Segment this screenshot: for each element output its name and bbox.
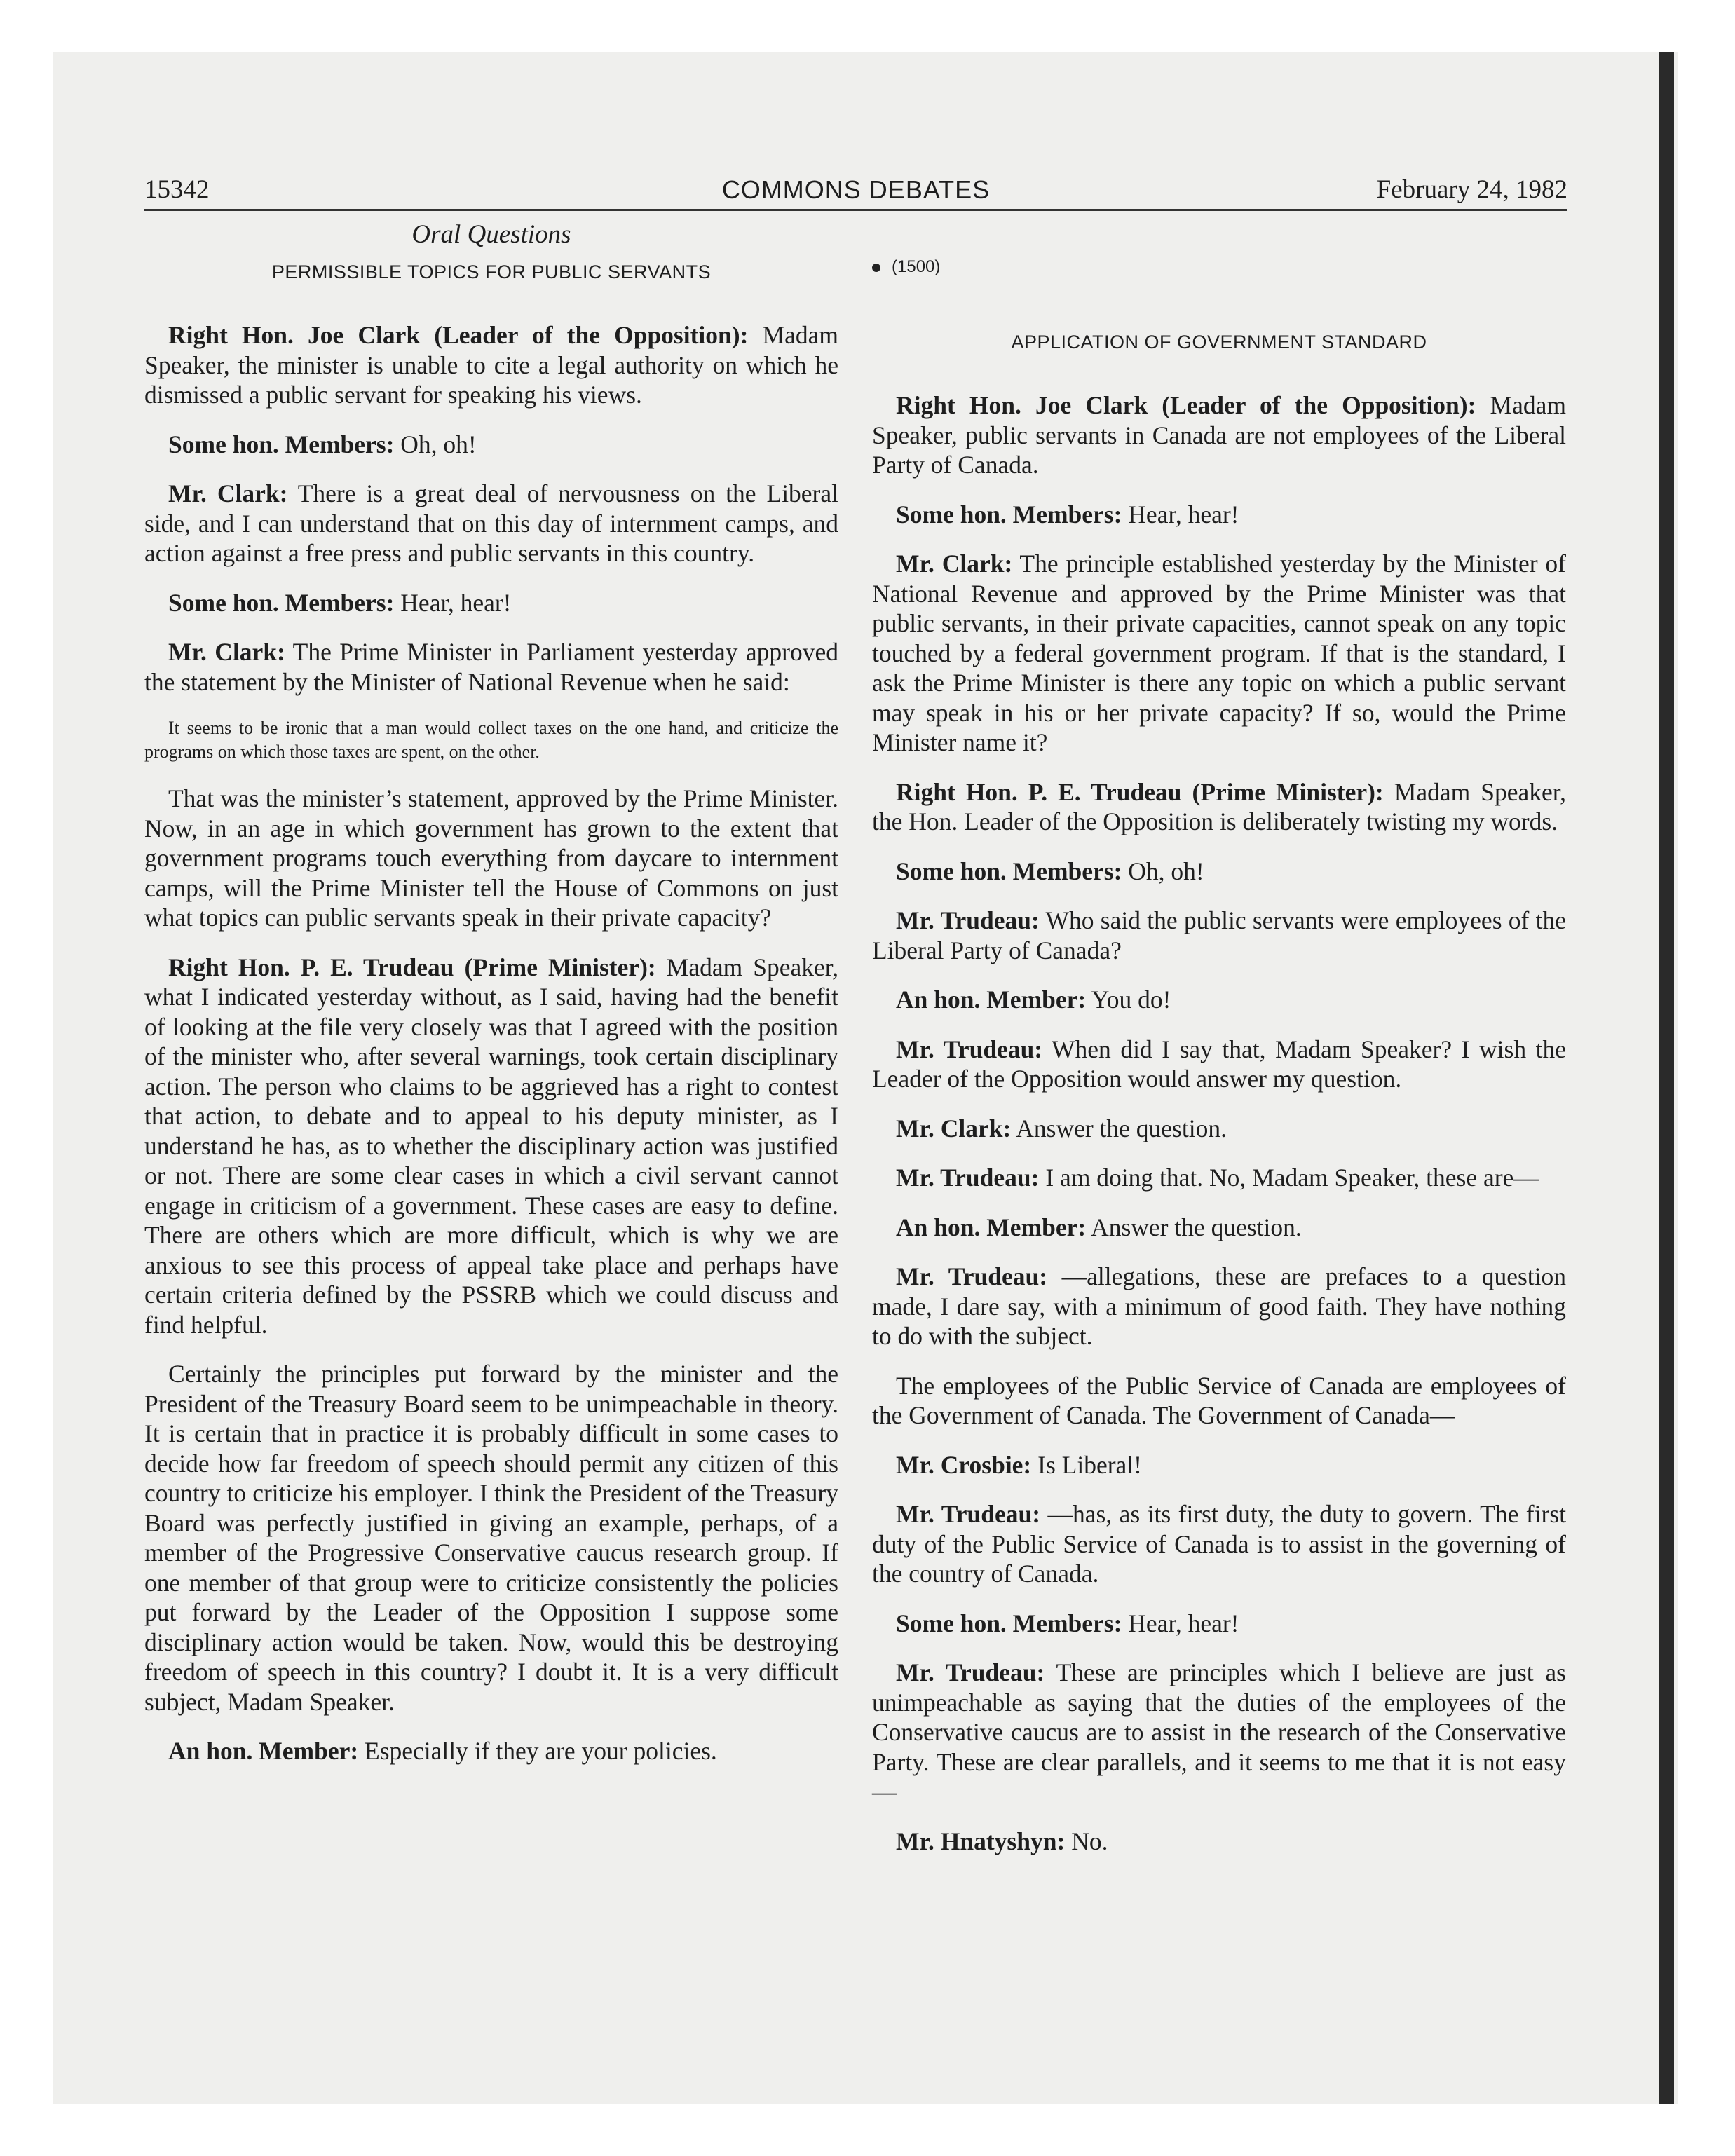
speech: Madam Speaker, what I indicated yesterday without, as I said, having had the benefit of looking at the file very closely was that I agreed with the position of the minister who, after several warnings, took certain disciplinary action. The person who claims to be aggrieved has a right to contest that action, to debate and to appeal to his deputy minister, as I understand he has, as to whether the disciplinary action was justified or not. There are some clear cases in which a civil servant cannot engage in criticism of a government. These cases are easy to define. There are others which are more difficult, which is why we are anxious to see this process of appeal take place and perhaps have certain criteria defined by the PSSRB which we could discuss and find helpful. <box>144 953 838 1339</box>
page-number: 15342 <box>144 175 210 204</box>
speaker: An hon. Member: <box>896 985 1087 1014</box>
scan-edge-bar <box>1659 52 1674 2104</box>
paragraph <box>144 1359 838 1717</box>
speaker: Right Hon. P. E. Trudeau (Prime Minister): <box>168 953 656 981</box>
speech: Especially if they are your policies. <box>358 1737 717 1765</box>
section-title: Oral Questions <box>411 220 571 249</box>
speaker: Some hon. Members: <box>896 857 1122 885</box>
speaker: Mr. Trudeau: <box>896 1262 1048 1290</box>
speaker: Some hon. Members: <box>168 588 395 617</box>
left-column <box>144 220 838 1786</box>
speech: Oh, oh! <box>394 430 477 458</box>
speech: Madam Speaker, the Hon. Leader of the Opposition is deliberately twisting my words. <box>872 777 1566 835</box>
paragraph <box>872 857 1566 887</box>
speech: The Prime Minister in Parliament yesterday approved the statement by the Minister of National Revenue when he said: <box>144 638 838 696</box>
paragraph <box>872 1499 1566 1589</box>
paragraph <box>872 1163 1566 1193</box>
speech: The principle established yesterday by the Minister of National Revenue and approved by the Prime Minister was that public servants, in their private capacities, cannot speak on any topic touched by a federal government program. If that is the standard, I ask the Prime Minister is there any topic on which a public servant may speak in his or her private capacity? If so, would the Prime Minister name it? <box>872 550 1566 756</box>
speech: Oh, oh! <box>1122 857 1204 885</box>
paragraph <box>872 500 1566 530</box>
speaker: Mr. Trudeau: <box>896 1500 1041 1528</box>
speech: Answer the question. <box>1011 1114 1227 1142</box>
speaker: Right Hon. Joe Clark (Leader of the Opposition): <box>896 391 1476 419</box>
paragraph <box>144 320 838 410</box>
timestamp-text: (1500) <box>892 257 941 276</box>
topic-heading: PERMISSIBLE TOPICS FOR PUBLIC SERVANTS <box>271 261 712 282</box>
speech: Hear, hear! <box>1122 500 1239 528</box>
paragraph <box>144 430 838 460</box>
speaker: Mr. Clark: <box>896 550 1013 578</box>
paragraph <box>872 1035 1566 1094</box>
speaker: Some hon. Members: <box>896 1609 1122 1637</box>
speech: Certainly the principles put forward by the minister and the President of the Treasury Board seem to be unimpeachable in theory. It is certain that in practice it is probably difficult in some cases to decide how far freedom of speech should permit any citizen of this country to criticize his employer. I think the President of the Treasury Board was perfectly justified in giving an example, perhaps, of a member of the Progressive Conservative caucus research group. If one member of that group were to criticize consistently the policies put forward by the Leader of the Opposition I suppose some disciplinary action would be taken. Now, would this be destroying freedom of speech in this country? I doubt it. It is a very difficult subject, Madam Speaker. <box>144 1360 838 1716</box>
speech: No. <box>1065 1827 1108 1855</box>
speaker: An hon. Member: <box>168 1737 359 1765</box>
speaker: Mr. Crosbie: <box>896 1450 1032 1479</box>
paragraph <box>144 784 838 933</box>
paragraph <box>872 1450 1566 1480</box>
paragraph <box>872 906 1566 965</box>
right-column <box>872 220 1566 1876</box>
paragraph <box>872 1114 1566 1144</box>
paragraph <box>872 1371 1566 1431</box>
speech: These are principles which I believe are just as unimpeachable as saying that the duties of the employees of the Conservative caucus are to assist in the research of the Conservative Party. These are clear parallels, and it seems to me that it is not easy— <box>872 1658 1566 1806</box>
speech: There is a great deal of nervousness on the Liberal side, and I can understand that on this day of internment camps, and action against a free press and public servants in this country. <box>144 479 839 567</box>
paragraph <box>872 549 1566 758</box>
paragraph <box>872 1827 1566 1857</box>
page-header <box>144 170 1567 211</box>
page-date: February 24, 1982 <box>1376 175 1567 204</box>
speaker: Mr. Trudeau: <box>896 906 1040 934</box>
paragraph <box>144 953 838 1340</box>
speech: —has, as its first duty, the duty to govern. The first duty of the Public Service of Canada is to assist in the governing of the country of Canada. <box>872 1500 1566 1588</box>
paragraph <box>872 1609 1566 1639</box>
paragraph <box>144 588 838 618</box>
speech: The employees of the Public Service of Canada are employees of the Government of Canada. The Government of Canada— <box>872 1371 1566 1429</box>
speech: Is Liberal! <box>1031 1450 1142 1479</box>
speaker: Mr. Clark: <box>168 638 285 666</box>
speaker: Some hon. Members: <box>168 430 395 458</box>
paragraph <box>872 777 1566 837</box>
paragraph <box>144 479 838 568</box>
paragraph <box>872 390 1566 480</box>
speech: Hear, hear! <box>1122 1609 1239 1637</box>
speech: You do! <box>1086 985 1171 1014</box>
publication-title: COMMONS DEBATES <box>721 175 991 204</box>
speaker: Mr. Clark: <box>896 1114 1012 1142</box>
paragraph <box>872 985 1566 1015</box>
speech: Who said the public servants were employees of the Liberal Party of Canada? <box>872 906 1566 964</box>
topic-heading: APPLICATION OF GOVERNMENT STANDARD <box>1011 331 1427 353</box>
bullet-icon <box>872 264 880 272</box>
speech: When did I say that, Madam Speaker? I wish the Leader of the Opposition would answer my question. <box>872 1035 1566 1093</box>
speaker: Mr. Trudeau: <box>896 1658 1045 1686</box>
speech: Answer the question. <box>1086 1213 1302 1241</box>
speaker: Mr. Trudeau: <box>896 1164 1040 1192</box>
speaker: An hon. Member: <box>896 1213 1087 1241</box>
speaker: Mr. Hnatyshyn: <box>896 1827 1066 1855</box>
paragraph <box>144 1736 838 1766</box>
speaker: Right Hon. P. E. Trudeau (Prime Minister): <box>896 777 1384 806</box>
speaker: Mr. Trudeau: <box>896 1035 1043 1063</box>
paragraph <box>872 1262 1566 1351</box>
paragraph <box>144 637 838 697</box>
speaker: Mr. Clark: <box>168 479 288 507</box>
speech: Madam Speaker, public servants in Canada are not employees of the Liberal Party of Canada. <box>872 391 1566 479</box>
speaker: Some hon. Members: <box>896 500 1122 528</box>
speech: Hear, hear! <box>394 588 512 617</box>
speech: That was the minister’s statement, approved by the Prime Minister. Now, in an age in which government has grown to the extent that government programs touch everything from daycare to internment camps, will the Prime Minister tell the House of Commons on just what topics can public servants speak in their private capacity? <box>144 784 838 932</box>
speech: I am doing that. No, Madam Speaker, these are— <box>1039 1164 1539 1192</box>
block-quote: It seems to be ironic that a man would collect taxes on the one hand, and criticize the programs on which those taxes are spent, on the other. <box>144 718 838 762</box>
paragraph <box>872 1658 1566 1807</box>
paragraph <box>872 1213 1566 1243</box>
speaker: Right Hon. Joe Clark (Leader of the Opposition): <box>168 321 749 349</box>
speech: Madam Speaker, the minister is unable to cite a legal authority on which he dismissed a public servant for speaking his views. <box>144 321 838 409</box>
speech: —allegations, these are prefaces to a question made, I dare say, with a minimum of good faith. They have nothing to do with the subject. <box>872 1262 1566 1350</box>
timestamp <box>872 252 1566 282</box>
